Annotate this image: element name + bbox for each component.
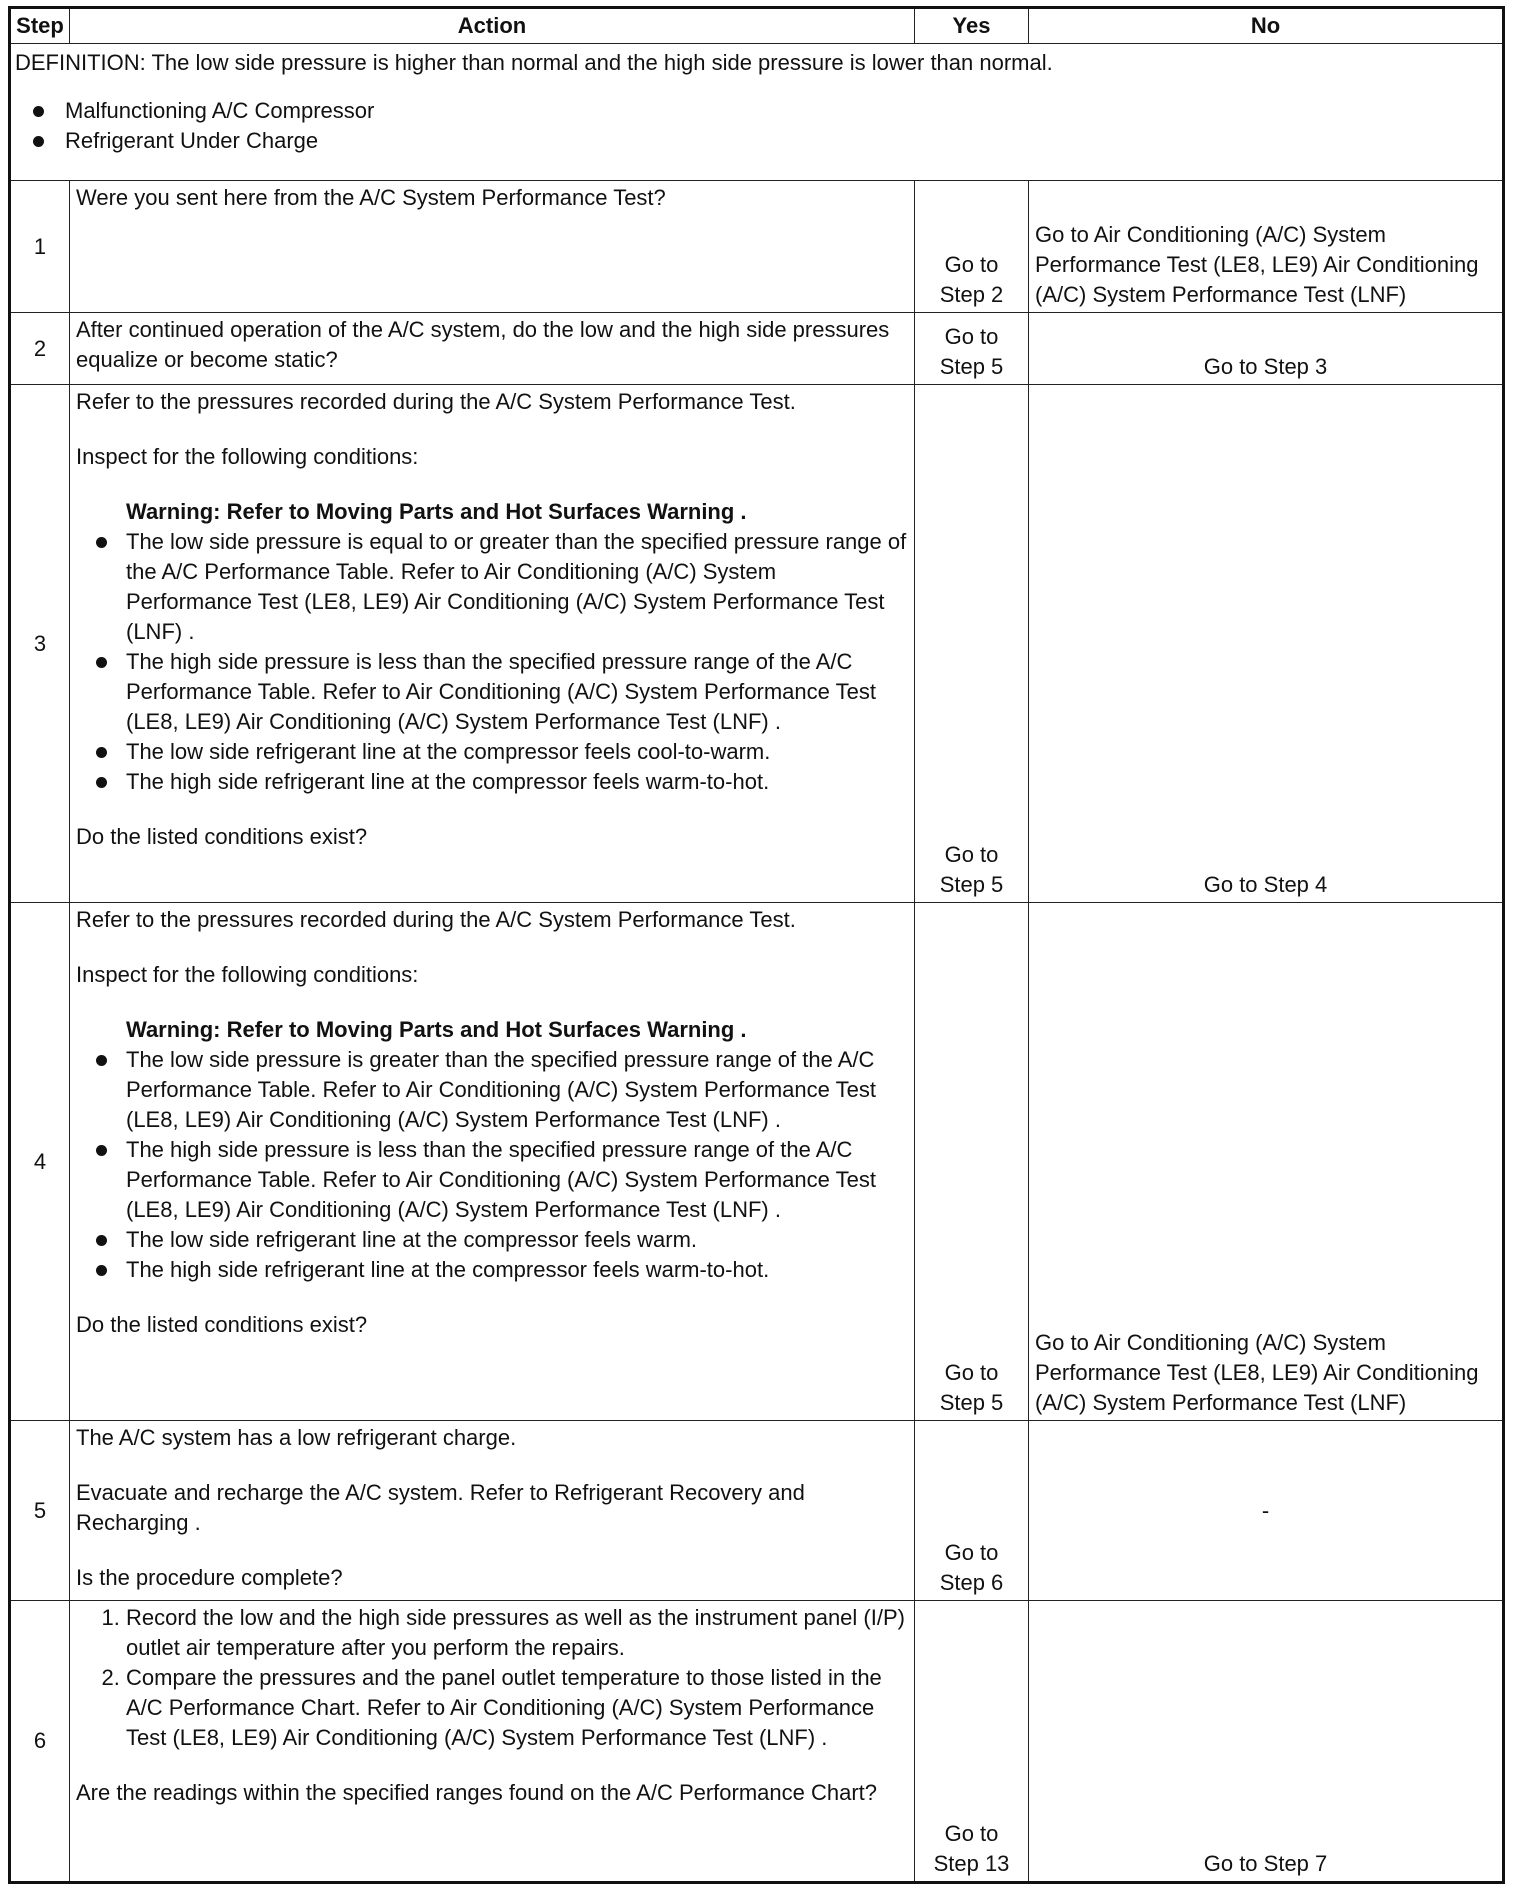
action-text: Were you sent here from the A/C System Performance Test? (76, 185, 666, 210)
yes-step: Step 2 (939, 282, 1004, 307)
header-step: Step (10, 8, 70, 44)
warning-text: Warning: Refer to Moving Parts and Hot Surfaces Warning . (126, 1017, 747, 1042)
no-cell: Go to Step 7 (1029, 1601, 1504, 1883)
step-number: 1 (10, 181, 70, 313)
condition-item: The low side refrigerant line at the compressor feels warm. (88, 1225, 908, 1255)
condition-item: The high side pressure is less than the specified pressure range of the A/C Performance Table. Refer to Air Conditioning (A/C) System Performance Test (LE8, LE9) Air Conditioning (A/C) System Performance Test (LNF) . (88, 647, 908, 737)
step-number: 2 (10, 313, 70, 385)
condition-item: The high side pressure is less than the specified pressure range of the A/C Performance Table. Refer to Air Conditioning (A/C) System Performance Test (LE8, LE9) Air Conditioning (A/C) System Performance Test (LNF) . (88, 1135, 908, 1225)
condition-list (76, 527, 908, 797)
header-row (10, 8, 1504, 44)
no-cell: Go to Step 4 (1029, 385, 1504, 903)
action-text: After continued operation of the A/C system, do the low and the high side pressures equalize or become static? (76, 317, 890, 372)
action-inspect: Inspect for the following conditions: (76, 444, 419, 469)
yes-goto: Go to (944, 1540, 999, 1565)
step-row-6 (10, 1601, 1504, 1883)
no-cell: - (1029, 1421, 1504, 1601)
no-cell: Go to Air Conditioning (A/C) System Performance Test (LE8, LE9) Air Conditioning (A/C) System Performance Test (LNF) (1029, 903, 1504, 1421)
action-text: Evacuate and recharge the A/C system. Refer to Refrigerant Recovery and Recharging . (76, 1480, 805, 1535)
step-action (70, 903, 915, 1421)
condition-item: The high side refrigerant line at the compressor feels warm-to-hot. (88, 1255, 908, 1285)
cause-list (15, 96, 1498, 156)
step-row-1 (10, 181, 1504, 313)
definition-cell (10, 44, 1504, 181)
action-intro: Refer to the pressures recorded during the A/C System Performance Test. (76, 389, 796, 414)
condition-item: The low side pressure is greater than the specified pressure range of the A/C Performance Table. Refer to Air Conditioning (A/C) System Performance Test (LE8, LE9) Air Conditioning (A/C) System Performance Test (LNF) . (88, 1045, 908, 1135)
procedure-item: 2. Compare the pressures and the panel outlet temperature to those listed in the A/C Performance Chart. Refer to Air Conditioning (A/C) System Performance Test (LE8, LE9) Air Conditioning (A/C) System Performance Test (LNF) . (126, 1663, 908, 1753)
header-action: Action (70, 8, 915, 44)
step-row-5 (10, 1421, 1504, 1601)
yes-goto: Go to (944, 842, 999, 867)
yes-step: Step 5 (939, 1390, 1004, 1415)
yes-goto: Go to (944, 252, 999, 277)
yes-cell (915, 313, 1029, 385)
yes-step: Step 13 (933, 1851, 1010, 1876)
step-row-2 (10, 313, 1504, 385)
procedure-item: 1. Record the low and the high side pressures as well as the instrument panel (I/P) outlet air temperature after you perform the repairs. (126, 1603, 908, 1663)
condition-list (76, 1045, 908, 1285)
yes-step: Step 5 (939, 872, 1004, 897)
step-number: 4 (10, 903, 70, 1421)
yes-goto: Go to (944, 324, 999, 349)
action-text: The A/C system has a low refrigerant charge. (76, 1425, 517, 1450)
action-question: Do the listed conditions exist? (76, 824, 368, 849)
definition-row (10, 44, 1504, 181)
step-number: 6 (10, 1601, 70, 1883)
warning-text: Warning: Refer to Moving Parts and Hot Surfaces Warning . (126, 499, 747, 524)
step-action (70, 385, 915, 903)
condition-item: The low side refrigerant line at the compressor feels cool-to-warm. (88, 737, 908, 767)
yes-step: Step 6 (939, 1570, 1004, 1595)
condition-item: The high side refrigerant line at the compressor feels warm-to-hot. (88, 767, 908, 797)
step-number: 5 (10, 1421, 70, 1601)
yes-cell (915, 181, 1029, 313)
step-action (70, 1601, 915, 1883)
no-cell: Go to Air Conditioning (A/C) System Performance Test (LE8, LE9) Air Conditioning (A/C) System Performance Test (LNF) (1029, 181, 1504, 313)
step-number: 3 (10, 385, 70, 903)
action-inspect: Inspect for the following conditions: (76, 962, 419, 987)
header-yes: Yes (915, 8, 1029, 44)
step-action (70, 313, 915, 385)
cause-item: Refrigerant Under Charge (15, 126, 1498, 156)
action-intro: Refer to the pressures recorded during the A/C System Performance Test. (76, 907, 796, 932)
action-question: Is the procedure complete? (76, 1565, 343, 1590)
step-action (70, 1421, 915, 1601)
yes-cell (915, 385, 1029, 903)
diagnostic-table-container (8, 6, 1502, 1884)
yes-goto: Go to (944, 1360, 999, 1385)
diagnostic-table (8, 6, 1505, 1884)
step-action (70, 181, 915, 313)
action-question: Do the listed conditions exist? (76, 1312, 368, 1337)
header-no: No (1029, 8, 1504, 44)
step-row-4 (10, 903, 1504, 1421)
yes-goto: Go to (944, 1821, 999, 1846)
yes-cell (915, 1601, 1029, 1883)
condition-item: The low side pressure is equal to or greater than the specified pressure range of the A/C Performance Table. Refer to Air Conditioning (A/C) System Performance Test (LE8, LE9) Air Conditioning (A/C) System Performance Test (LNF) . (88, 527, 908, 647)
yes-step: Step 5 (939, 354, 1004, 379)
cause-item: Malfunctioning A/C Compressor (15, 96, 1498, 126)
action-question: Are the readings within the specified ranges found on the A/C Performance Chart? (76, 1780, 878, 1805)
step-row-3 (10, 385, 1504, 903)
yes-cell (915, 1421, 1029, 1601)
procedure-list (76, 1603, 908, 1753)
yes-cell (915, 903, 1029, 1421)
definition-text: DEFINITION: The low side pressure is higher than normal and the high side pressure is lower than normal. (15, 50, 1053, 75)
no-cell: Go to Step 3 (1029, 313, 1504, 385)
